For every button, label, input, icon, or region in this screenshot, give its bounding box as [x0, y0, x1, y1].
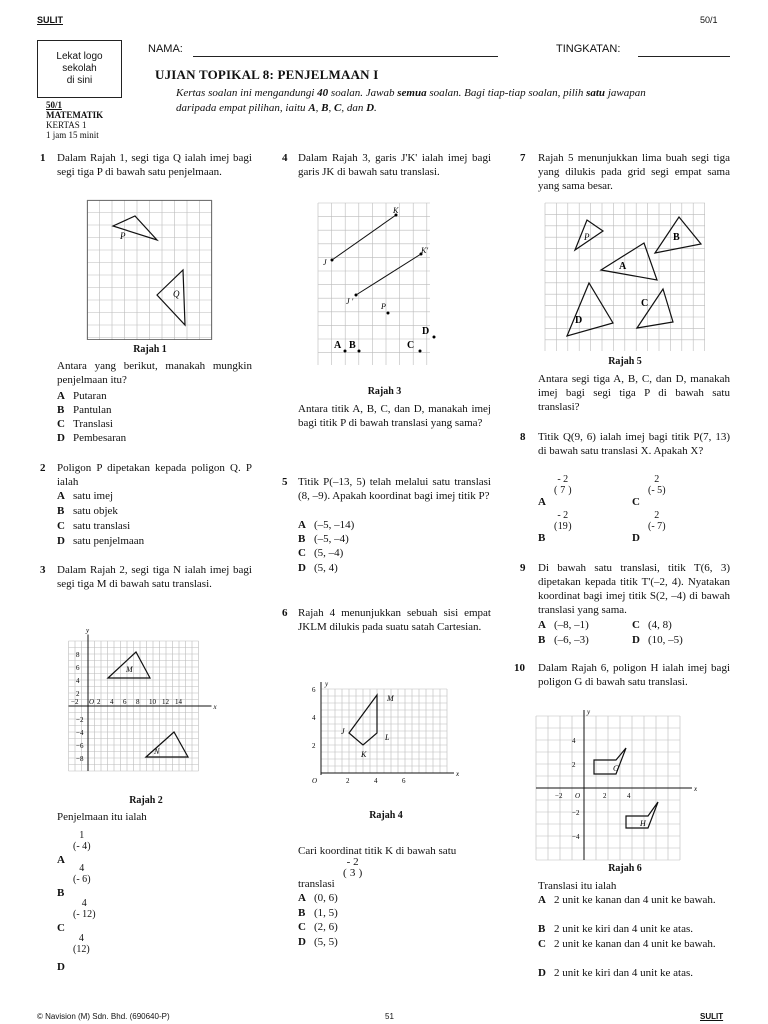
nama-field[interactable] — [193, 44, 498, 57]
label-C: C — [407, 340, 415, 351]
option-a[interactable] — [538, 474, 572, 508]
question-number: 5 — [282, 476, 288, 488]
option-text: (5, 5) — [314, 936, 338, 948]
vec-bottom: - 5 — [651, 485, 663, 496]
option-letter: A — [298, 892, 306, 904]
logo-line-3: di sini — [66, 75, 93, 86]
question-stem: Antara yang berikut, manakah mungkin penjelmaan itu? — [57, 360, 252, 386]
axis-label: y — [325, 680, 329, 688]
tick-label: −6 — [76, 742, 84, 750]
tick-label: 6 — [76, 664, 80, 672]
label-H: H — [640, 819, 646, 828]
vec-bottom: - 12 — [76, 909, 93, 920]
paper-info — [46, 100, 103, 140]
question-text: Dalam Rajah 3, garis J'K' ialah imej bagi garis JK di bawah satu translasi. — [298, 152, 491, 178]
tick-label: −4 — [76, 729, 84, 737]
option-b[interactable] — [57, 403, 112, 417]
option-text: (10, –5) — [648, 634, 683, 646]
footer-sulit: SULIT — [700, 1012, 724, 1021]
label-D: D — [422, 326, 430, 337]
label-B: B — [673, 232, 680, 243]
question-text: Rajah 5 menunjukkan lima buah segi tiga yang dilukis pada grid segi empat sama yang sama besar. — [538, 152, 730, 192]
option-text: 2 unit ke kiri dan 4 unit ke atas. — [554, 967, 693, 979]
label-P: P — [120, 231, 126, 241]
option-text: satu imej — [73, 490, 114, 502]
tick-label: 2 — [346, 777, 350, 785]
option-text: satu objek — [73, 505, 118, 517]
option-text: 2 unit ke kanan dan 4 unit ke bawah. — [554, 938, 716, 950]
figure-caption: Rajah 3 — [367, 386, 402, 397]
vec-bottom: 3 — [349, 867, 356, 879]
footer-copyright: © Navision (M) Sdn. Bhd. (690640-P) — [37, 1012, 170, 1021]
instr-text: soalan. Jawab — [328, 87, 398, 99]
figure-caption: Rajah 2 — [129, 795, 163, 806]
option-letter: D — [298, 562, 306, 574]
question-stem: Translasi itu ialah — [538, 880, 617, 892]
option-letter: A — [538, 894, 546, 906]
instr-all: semua — [397, 87, 427, 99]
label-K-prime: K' — [421, 246, 429, 255]
option-letter: D — [632, 532, 640, 544]
tick-label: 10 — [149, 698, 156, 706]
option-text: (–5, –14) — [314, 519, 355, 531]
instr-text: jawapan — [605, 87, 646, 99]
vec-bottom: 19 — [557, 521, 568, 532]
question-stem: translasi — [298, 878, 335, 890]
question-number: 8 — [520, 431, 526, 443]
instr-sep: . — [374, 102, 377, 114]
tick-label: 14 — [175, 698, 182, 706]
vec-top: - 2 — [557, 510, 569, 521]
option-letter: C — [632, 619, 640, 631]
instr-sep: , — [328, 102, 334, 114]
question-number: 6 — [282, 607, 288, 619]
option-d[interactable] — [632, 633, 683, 647]
nama-label: NAMA: — [148, 43, 183, 55]
instr-text: soalan. Bagi tiap-tiap soalan, pilih — [426, 87, 587, 99]
instr-choice: B — [321, 102, 329, 114]
column-vector: (4 - 6) — [73, 863, 91, 885]
paper-code: 50/1 — [46, 100, 63, 110]
option-letter: D — [57, 961, 65, 973]
column-vector: (- 2 7 ) — [554, 474, 572, 496]
label-M: M — [387, 694, 394, 703]
column-vector: (1 - 4) — [73, 830, 91, 852]
option-a[interactable] — [298, 518, 354, 532]
option-letter: D — [57, 535, 65, 547]
logo-line-2: sekolah — [62, 63, 97, 74]
instr-sep: , — [315, 102, 322, 114]
option-c[interactable] — [538, 937, 730, 951]
instr-sep: , dan — [341, 102, 367, 114]
column-vector: (2 - 7) — [648, 510, 666, 532]
label-J: J — [323, 258, 327, 267]
rajah-2-figure — [64, 620, 224, 790]
option-letter: D — [57, 432, 65, 444]
tick-label: 2 — [572, 761, 576, 769]
axis-label: y — [86, 626, 90, 635]
tick-label: −2 — [76, 716, 84, 724]
option-d[interactable] — [632, 510, 666, 544]
option-text: Pembesaran — [73, 432, 127, 444]
option-letter: C — [298, 921, 306, 933]
option-letter: B — [538, 532, 546, 544]
column-vector: (2 - 5) — [648, 474, 666, 496]
tick-label: 4 — [627, 792, 631, 800]
option-letter: C — [57, 922, 65, 934]
option-b[interactable] — [538, 922, 730, 936]
option-letter: A — [57, 490, 65, 502]
tick-label: 2 — [76, 690, 80, 698]
option-letter: B — [298, 907, 306, 919]
question-number: 9 — [520, 562, 526, 574]
option-text: (–6, –3) — [554, 634, 589, 646]
rajah-4-figure — [305, 665, 460, 785]
option-letter: A — [538, 496, 546, 508]
tingkatan-field[interactable] — [638, 44, 730, 57]
vec-top: 2 — [654, 510, 660, 521]
option-letter: B — [298, 533, 306, 545]
tick-label: 12 — [162, 698, 169, 706]
tick-label: 6 — [123, 698, 127, 706]
header-sulit: SULIT — [37, 15, 63, 25]
question-number: 10 — [514, 662, 525, 674]
label-L: L — [385, 733, 390, 742]
axis-label: y — [587, 708, 591, 716]
tick-label: 6 — [402, 777, 406, 785]
option-text: satu penjelmaan — [73, 535, 145, 547]
question-stem: Antara segi tiga A, B, C, dan D, manakah imej bagi segi tiga P di bawah satu translasi? — [538, 373, 730, 413]
option-b[interactable] — [298, 906, 338, 920]
question-stem: Penjelmaan itu ialah — [57, 811, 147, 823]
question-text: Poligon P dipetakan kepada poligon Q. P ialah — [57, 462, 252, 488]
figure-caption: Rajah 5 — [608, 356, 642, 367]
tick-label: −2 — [71, 698, 79, 706]
option-text: 2 unit ke kiri dan 4 unit ke atas. — [554, 923, 693, 935]
option-text: (5, 4) — [314, 562, 338, 574]
option-letter: A — [57, 854, 65, 866]
option-text: (–5, –4) — [314, 533, 349, 545]
rajah-5-figure — [545, 203, 705, 351]
option-letter: C — [57, 520, 65, 532]
question-stem: Cari koordinat titik K di bawah satu — [298, 845, 457, 857]
label-P: P — [584, 232, 590, 242]
question-number: 2 — [40, 462, 46, 474]
label-A: A — [334, 340, 342, 351]
origin-label: O — [312, 777, 318, 785]
option-c[interactable] — [632, 474, 666, 508]
option-d[interactable] — [57, 534, 144, 548]
label-C: C — [641, 298, 649, 309]
question-text: Rajah 4 menunjukkan sebuah sisi empat JKLM dilukis pada suatu satah Cartesian. — [298, 607, 491, 633]
option-a[interactable] — [538, 893, 730, 907]
column-vector: (4 - 12) — [73, 898, 96, 920]
option-b[interactable] — [538, 633, 589, 647]
option-c[interactable] — [298, 546, 343, 560]
option-letter: B — [57, 887, 65, 899]
option-d[interactable] — [538, 966, 730, 980]
option-letter: C — [298, 547, 306, 559]
label-K: K — [361, 750, 367, 759]
instr-choice: D — [366, 102, 375, 114]
label-M: M — [126, 665, 133, 674]
vec-top: 4 — [81, 898, 87, 909]
option-text: (0, 6) — [314, 892, 338, 904]
option-b[interactable] — [57, 863, 91, 899]
paper-subject: MATEMATIK — [46, 110, 104, 120]
option-text: Pantulan — [73, 404, 112, 416]
question-number: 1 — [40, 152, 46, 164]
tick-label: −2 — [572, 809, 580, 817]
question-text: Dalam Rajah 2, segi tiga N ialah imej bagi segi tiga M di bawah satu translasi. — [57, 564, 252, 590]
label-G: G — [613, 764, 619, 773]
rajah-1-figure — [87, 200, 212, 340]
label-J: J — [341, 727, 345, 736]
vec-bottom: - 6 — [76, 874, 88, 885]
question-number: 4 — [282, 152, 288, 164]
instr-count: 40 — [317, 87, 329, 99]
vec-top: 4 — [78, 933, 84, 944]
vec-top: - 2 — [557, 474, 569, 485]
tick-label: 2 — [312, 742, 316, 750]
axis-label: x — [456, 770, 460, 778]
tick-label: 4 — [76, 677, 80, 685]
header-code: 50/1 — [700, 15, 718, 25]
option-b[interactable] — [57, 504, 118, 518]
option-text: (2, 6) — [314, 921, 338, 933]
option-c[interactable] — [632, 618, 672, 632]
option-text: Translasi — [73, 418, 113, 430]
option-letter: B — [57, 505, 65, 517]
figure-caption: Rajah 4 — [369, 810, 403, 821]
page-title: UJIAN TOPIKAL 8: PENJELMAAN I — [155, 67, 379, 82]
option-letter: D — [538, 967, 546, 979]
logo-placeholder — [37, 40, 122, 98]
label-B: B — [349, 340, 356, 351]
option-text: (5, –4) — [314, 547, 344, 559]
option-d[interactable] — [298, 561, 338, 575]
option-a[interactable] — [538, 618, 589, 632]
option-text: satu translasi — [73, 520, 131, 532]
option-text: 2 unit ke kanan dan 4 unit ke bawah. — [554, 894, 716, 906]
origin-label: O — [89, 698, 95, 706]
option-c[interactable] — [57, 898, 96, 934]
page-number: 51 — [385, 1012, 394, 1021]
option-c[interactable] — [57, 519, 130, 533]
option-d[interactable] — [57, 933, 90, 973]
column-vector: (- 2 19) — [554, 510, 572, 532]
label-K: K — [393, 206, 399, 215]
option-text: (–8, –1) — [554, 619, 589, 631]
vec-top: 2 — [654, 474, 660, 485]
option-letter: A — [298, 519, 306, 531]
tingkatan-label: TINGKATAN: — [556, 43, 621, 55]
instr-text: daripada empat pilihan, iaitu — [176, 102, 309, 114]
question-text: Di bawah satu translasi, titik T(6, 3) dipetakan kepada titik T'(–2, 4). Nyatakan koordinat bagi imej titik S(2, –4) di bawah translasi yang sama. — [538, 562, 730, 616]
option-c[interactable] — [57, 417, 113, 431]
option-letter: A — [57, 390, 65, 402]
axis-label: x — [213, 703, 217, 711]
option-b[interactable] — [538, 510, 572, 544]
rajah-3-figure — [318, 203, 446, 365]
label-N: N — [154, 747, 160, 756]
option-a[interactable] — [57, 389, 107, 403]
vec-bottom: 12 — [76, 944, 87, 955]
option-text: (1, 5) — [314, 907, 338, 919]
label-Q: Q — [173, 289, 180, 299]
tick-label: 6 — [312, 686, 316, 694]
logo-line-1: Lekat logo — [56, 51, 103, 62]
instr-choice: A — [308, 102, 316, 114]
tick-label: 4 — [110, 698, 114, 706]
question-number: 7 — [520, 152, 526, 164]
label-A: A — [619, 261, 627, 272]
option-d[interactable] — [57, 431, 126, 445]
option-letter: C — [632, 496, 640, 508]
label-D: D — [575, 315, 583, 326]
option-text: (4, 8) — [648, 619, 672, 631]
tick-label: 4 — [572, 737, 576, 745]
label-J-prime: J ' — [346, 297, 354, 306]
instructions — [176, 86, 731, 116]
label-P: P — [381, 302, 386, 311]
figure-caption: Rajah 6 — [608, 863, 642, 874]
tick-label: −8 — [76, 755, 84, 763]
option-letter: C — [538, 938, 546, 950]
question-text: Dalam Rajah 1, segi tiga Q ialah imej bagi segi tiga P di bawah satu penjelmaan. — [57, 152, 252, 178]
option-b[interactable] — [298, 532, 349, 546]
vec-bottom: 7 — [560, 485, 566, 496]
tick-label: 8 — [76, 651, 80, 659]
question-text: Dalam Rajah 6, poligon H ialah imej bagi poligon G di bawah satu translasi. — [538, 662, 730, 688]
question-number: 3 — [40, 564, 46, 576]
vec-bottom: - 7 — [651, 521, 663, 532]
vec-top: 4 — [79, 863, 85, 874]
tick-label: 4 — [374, 777, 378, 785]
option-letter: B — [57, 404, 65, 416]
option-letter: D — [632, 634, 640, 646]
vec-bottom: - 4 — [76, 841, 88, 852]
option-letter: B — [538, 634, 546, 646]
instr-choice: C — [334, 102, 342, 114]
instr-text: Kertas soalan ini mengandungi — [176, 87, 318, 99]
vec-top: 1 — [79, 830, 85, 841]
option-text: Putaran — [73, 390, 107, 402]
figure-caption: Rajah 1 — [133, 344, 167, 355]
question-text: Titik Q(9, 6) ialah imej bagi titik P(7, 13) di bawah satu translasi X. Apakah X? — [538, 431, 730, 457]
tick-label: 4 — [312, 714, 316, 722]
option-letter: A — [538, 619, 546, 631]
option-c[interactable] — [298, 920, 338, 934]
option-a[interactable] — [298, 891, 338, 905]
option-letter: C — [57, 418, 65, 430]
option-d[interactable] — [298, 935, 338, 949]
tick-label: 8 — [136, 698, 140, 706]
translation-vector: (- 2 3 ) — [343, 856, 363, 879]
question-text: Titik P(–13, 5) telah melalui satu translasi (8, –9). Apakah koordinat bagi imej titik P? — [298, 476, 491, 502]
vec-top: - 2 — [346, 856, 359, 868]
paper-kertas: KERTAS 1 — [46, 120, 87, 130]
tick-label: −4 — [572, 833, 580, 841]
rajah-6-figure — [536, 710, 706, 858]
option-a[interactable] — [57, 830, 91, 866]
option-letter: D — [298, 936, 306, 948]
question-stem: Antara titik A, B, C, dan D, manakah imej bagi titik P di bawah translasi yang sama? — [298, 403, 491, 429]
instr-one: satu — [586, 87, 606, 99]
option-a[interactable] — [57, 489, 113, 503]
origin-label: O — [575, 792, 581, 800]
axis-label: x — [694, 785, 698, 793]
option-letter: B — [538, 923, 546, 935]
tick-label: 2 — [603, 792, 607, 800]
tick-label: −2 — [555, 792, 563, 800]
paper-time: 1 jam 15 minit — [46, 130, 99, 140]
tick-label: 2 — [97, 698, 101, 706]
column-vector: (4 12) — [73, 933, 90, 955]
